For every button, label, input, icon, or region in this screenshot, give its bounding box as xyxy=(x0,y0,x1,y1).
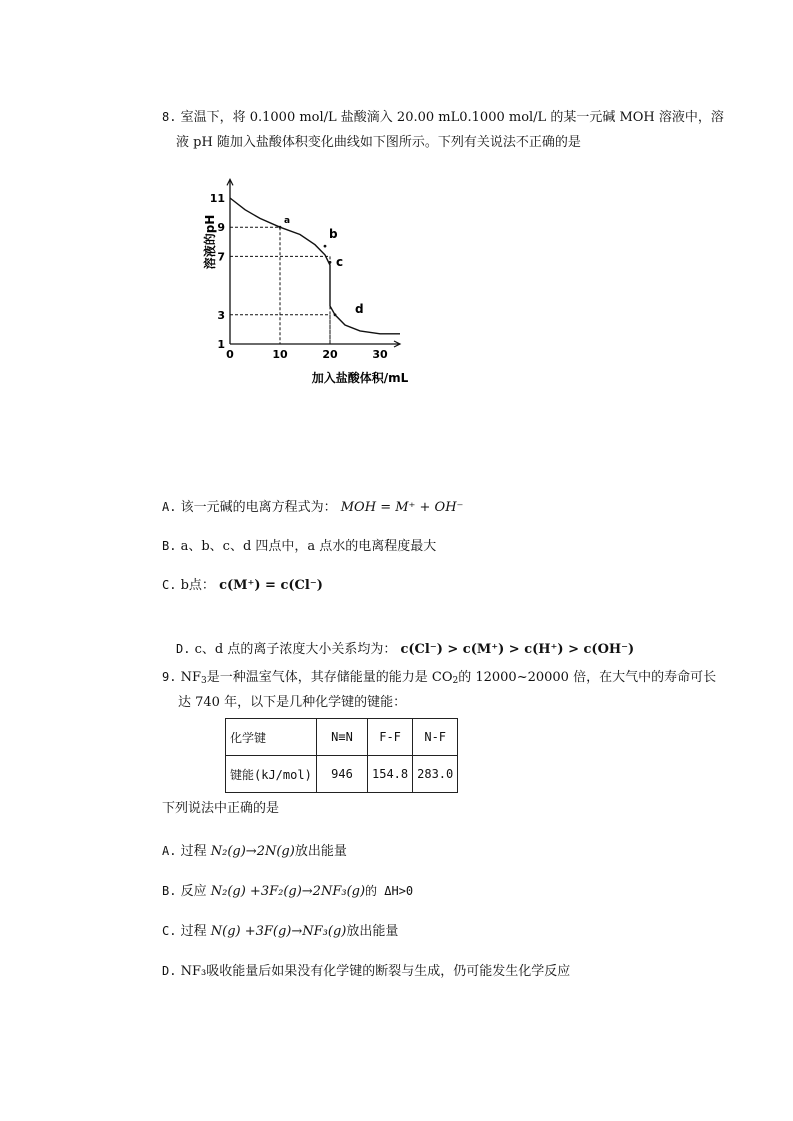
q9-line1 xyxy=(162,668,716,690)
x-tick-label: 10 xyxy=(272,348,288,361)
option-math: N₂(g)→2N(g) xyxy=(210,844,295,859)
option-post: 的 ΔH>0 xyxy=(365,884,414,898)
option-math: N(g) +3F(g)→NF₃(g) xyxy=(210,924,347,939)
data-point xyxy=(334,313,337,316)
option-math: MOH = M⁺ + OH⁻ xyxy=(340,500,464,515)
option-post: 放出能量 xyxy=(294,844,347,859)
q8-option-c xyxy=(162,576,323,595)
q8-stem-line1: 室温下，将 0.1000 mol/L 盐酸滴入 20.00 mL0.1000 mol/L 的某一元碱 MOH 溶液中，溶 xyxy=(180,110,724,125)
q9-intro: 下列说法中正确的是 xyxy=(162,801,280,816)
y-tick-label: 1 xyxy=(217,338,225,351)
q8-option-b xyxy=(162,537,436,556)
option-text: 该一元碱的电离方程式为： xyxy=(180,500,337,515)
option-pre: 过程 xyxy=(180,924,207,939)
option-label: C. xyxy=(162,578,177,592)
data-point xyxy=(279,226,282,229)
q8-line1 xyxy=(162,108,724,127)
table-cell: F-F xyxy=(368,719,413,756)
q9-stem-sub: 3 xyxy=(201,676,207,686)
option-label: B. xyxy=(162,539,177,553)
y-tick-label: 9 xyxy=(217,221,225,235)
q9-stem-nf: NF xyxy=(180,670,201,685)
option-math: c(M⁺) = c(Cl⁻) xyxy=(219,578,323,593)
table-cell: N-F xyxy=(413,719,458,756)
q9-number: 9. xyxy=(162,670,177,684)
option-text: b点： xyxy=(180,578,215,593)
option-label: D. xyxy=(176,642,191,656)
q8-option-d xyxy=(176,640,634,659)
point-label: c xyxy=(336,255,344,270)
y-tick-label: 11 xyxy=(209,192,225,205)
option-math: N₂(g) +3F₂(g)→2NF₃(g) xyxy=(210,884,366,899)
q9-stem-mid: 是一种温室气体，其存储能量的能力是 CO xyxy=(206,670,453,685)
chart-axes xyxy=(227,179,400,347)
q8-stem-line2: 液 pH 随加入盐酸体积变化曲线如下图所示。下列有关说法不正确的是 xyxy=(176,135,581,150)
option-label: A. xyxy=(162,844,177,858)
q9-option-b xyxy=(162,882,413,901)
table-row xyxy=(226,719,458,756)
point-label: a xyxy=(284,216,291,227)
option-label: B. xyxy=(162,884,177,898)
q8-option-a xyxy=(162,498,463,517)
option-text: a、b、c、d 四点中，a 点水的电离程度最大 xyxy=(180,539,437,554)
table-cell: 化学键 xyxy=(226,719,317,756)
q9-option-a xyxy=(162,842,347,861)
table-cell: 键能(kJ/mol) xyxy=(226,756,317,793)
table-cell: N≡N xyxy=(317,719,368,756)
data-point xyxy=(329,261,332,264)
q9-option-c xyxy=(162,922,398,941)
option-math: c(Cl⁻) > c(M⁺) > c(H⁺) > c(OH⁻) xyxy=(400,642,635,657)
table-cell: 283.0 xyxy=(413,756,458,793)
point-label: b xyxy=(329,227,338,242)
bond-energy-table xyxy=(225,718,458,793)
y-tick-label: 3 xyxy=(217,308,225,322)
x-tick-label: 30 xyxy=(372,348,388,361)
q8-number: 8. xyxy=(162,110,177,124)
option-pre: 过程 xyxy=(180,844,207,859)
data-point xyxy=(324,245,327,248)
option-label: D. xyxy=(162,964,177,978)
option-post: 放出能量 xyxy=(346,924,399,939)
x-axis-label: 加入盐酸体积/mL xyxy=(311,371,409,385)
point-label: d xyxy=(355,301,364,316)
x-tick-label: 0 xyxy=(226,348,234,361)
option-pre: 反应 xyxy=(180,884,207,899)
y-tick-label: 7 xyxy=(217,250,225,264)
option-text: c、d 点的离子浓度大小关系均为： xyxy=(194,642,397,657)
table-cell: 946 xyxy=(317,756,368,793)
q9-stem-sub2: 2 xyxy=(452,676,459,686)
table-row xyxy=(226,756,458,793)
chart-tick-labels xyxy=(210,192,388,361)
option-label: A. xyxy=(162,500,177,514)
option-text: NF₃吸收能量后如果没有化学键的断裂与生成，仍可能发生化学反应 xyxy=(180,964,571,979)
q9-stem-line2: 达 740 年，以下是几种化学键的键能： xyxy=(178,695,407,710)
x-tick-label: 20 xyxy=(322,348,338,361)
ph-titration-chart xyxy=(200,172,430,392)
ph-curve xyxy=(230,198,400,334)
y-axis-label: 溶液的pH xyxy=(203,214,217,270)
option-label: C. xyxy=(162,924,177,938)
table-cell: 154.8 xyxy=(368,756,413,793)
q9-option-d xyxy=(162,962,570,981)
q9-stem-post: 的 12000~20000 倍，在大气中的寿命可长 xyxy=(458,670,717,685)
